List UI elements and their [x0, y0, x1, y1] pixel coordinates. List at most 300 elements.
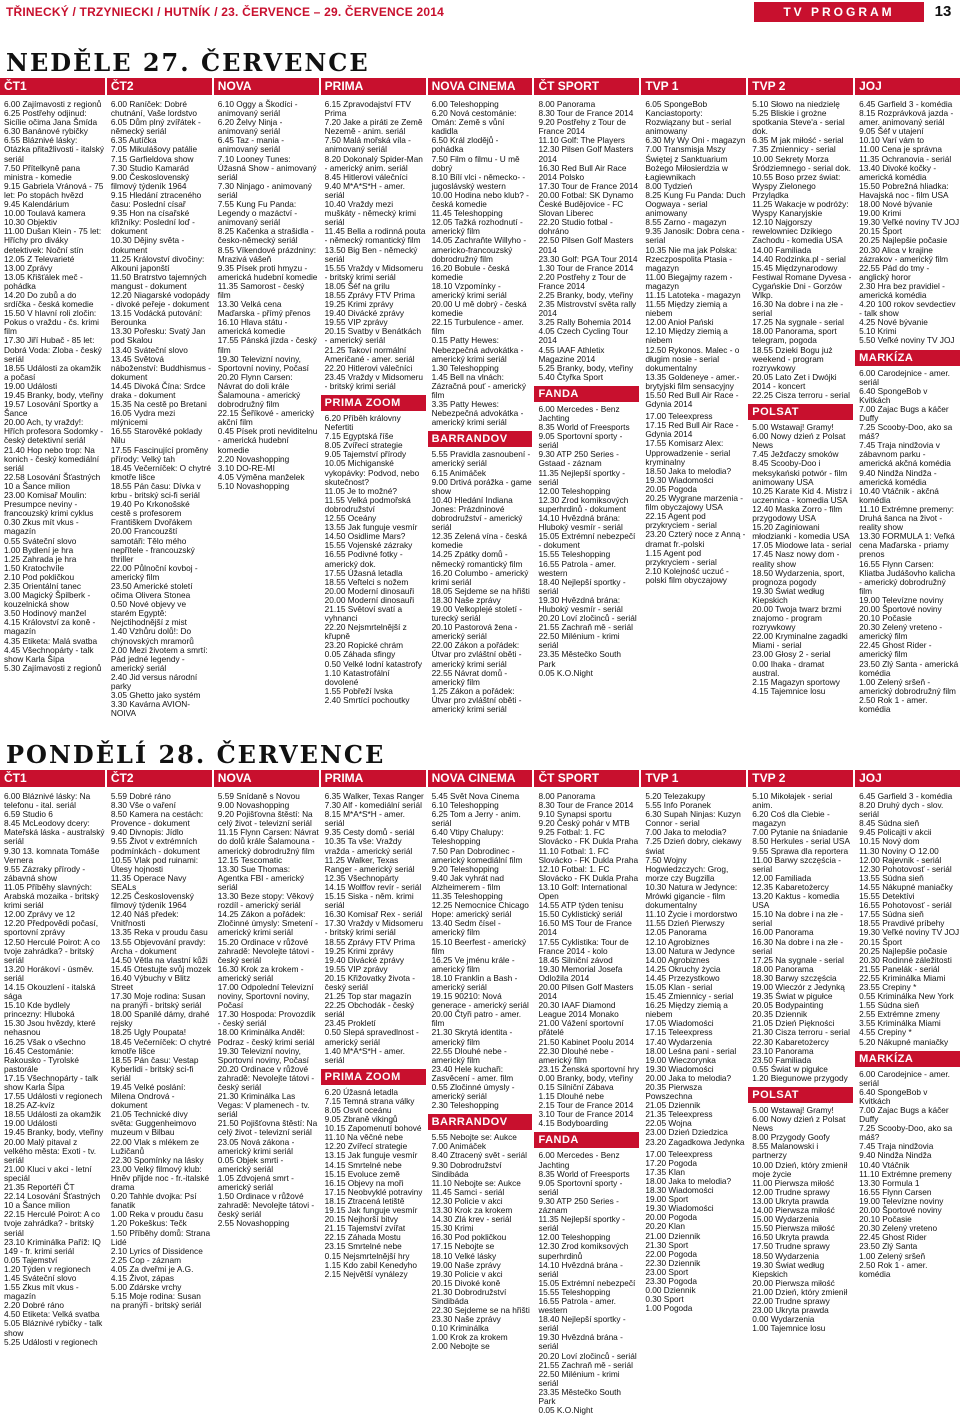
program-entry: 18.45 Večerníček: O chytré kmotře lišce — [110, 1036, 211, 1056]
program-entry: 8.25 Kačenka a strašidla - česko-německý seriál — [217, 226, 314, 246]
program-entry: 8.00 Tydzień — [645, 180, 693, 191]
program-entry: 23.10 Panorama — [752, 1045, 814, 1056]
program-entry: 1.00 Tajemnice losu — [752, 1323, 826, 1334]
program-entry: 20.10 Počasie — [859, 613, 912, 624]
program-entry: 10.00 Toulavá kamera — [4, 208, 86, 219]
channel-subheader: POLSAT — [748, 404, 853, 420]
program-entry: 8.45 Hitlerovi válečníci — [324, 171, 408, 182]
program-entry: 11.50 Bratrstvo tajemných mangust - dokument — [110, 271, 207, 291]
program-entry: 19.45 Velké poslání: Milena Ondrová - dokument — [110, 1082, 186, 1111]
program-entry: 11.25 Walker, Texas Ranger - americký seriál — [324, 854, 415, 874]
program-entry: 5.10 Novashopping — [217, 480, 290, 491]
program-entry: 12.40 Náš předek: Vnitřnosti — [110, 909, 179, 929]
program-entry: 8.35 World of Freesports — [538, 422, 630, 433]
program-entry: 22.30 Sejdeme se na hřišti — [431, 1305, 530, 1316]
program-entry: 17.30 Vraždy v Midsomeru - britský krimi seriál — [324, 918, 424, 938]
program-entry: 8.10 Bílí vlci - německo- -jugoslávský western — [431, 171, 526, 191]
program-entry: 20.15 Nejhorší bitvy — [324, 1214, 398, 1225]
program-entry: 8.30 Tour de France 2014 — [538, 108, 634, 119]
program-entry: 17.35 Klan — [645, 1166, 686, 1177]
program-entry: 21.30 Skrytá identita - americký film — [431, 1027, 513, 1047]
program-entry: 18.45 Večerníček: O chytré kmotře lišce — [110, 462, 211, 482]
program-entry: 3.05 Ghetto jako systém — [110, 690, 201, 701]
program-entry: 21.05 Dzień Piękności — [752, 1018, 835, 1029]
program-entry: 12.25 Československý filmový týdeník 1964 — [110, 891, 194, 911]
program-entry: 1.05 Zdvojená smrt - americký seriál — [217, 1172, 294, 1193]
program-entry: 19.15 90210: Nová generace - americký seriál — [431, 991, 529, 1011]
program-entry: 9.05 Sportovní sporty - seriál — [538, 431, 623, 451]
program-entry: 5.25 Branky, body, vteřiny — [538, 362, 634, 373]
program-entry: 12.05 Tažká rozhodnutí - americký film — [431, 217, 523, 237]
program-entry: 18.45 Silniční závod — [538, 954, 613, 965]
program-entry: 16.55 Flynn Carsen: Kliatba Judášovho kalicha - americký dobrodružný film — [859, 558, 956, 596]
program-entry: 23.30 Pogoda — [645, 1275, 698, 1286]
program-entry: 9.30 ATP 250 Series - záznam — [538, 1195, 619, 1216]
channel-column — [748, 100, 853, 708]
program-entry: 22.50 Milénium - krimi seriál — [538, 1368, 620, 1388]
program-entry: 19.45 Branky, body, vteřiny — [4, 390, 104, 400]
program-entry: 18.55 Dzieki Bogu już weekend - program rozrywkowy — [752, 344, 833, 373]
program-entry: 2.30 Hra bez pravidiel - americká komédia — [859, 280, 945, 300]
channel-header: JOJ — [855, 78, 960, 95]
program-entry: 8.00 Przygody Goofy — [752, 1132, 830, 1143]
program-entry: 12.30 Zrod komiksových superhrdinů — [538, 1241, 629, 1261]
program-entry: 12.10 Agrobiznes — [645, 936, 710, 947]
program-entry: 15.05 Extrémní nebezpečí - dokument — [538, 531, 636, 551]
program-entry: 20.30 IAAF Diamond League 2014 Monako — [538, 1000, 619, 1020]
program-entry: 12.30 Zrod komiksových superhrdinů - dokument — [538, 494, 629, 514]
program-entry: 10.40 Vraždy mezi muškáty - německý krimi seriál — [324, 199, 416, 228]
program-entry: 9.45 Policajti v akcii — [859, 827, 932, 838]
program-entry: 11.35 Nejlepší sportky - seriál — [538, 467, 625, 487]
program-entry: 6.00 Carodejnice - amer. seriál — [859, 367, 950, 387]
program-entry: 21.30 Kriminálka Las Vegas: V plamenech - tv. seriál — [217, 1091, 310, 1120]
program-entry: 2.40 Smrtící pochoutky — [324, 694, 410, 705]
program-entry: 7.30 Ninjago - animovaný seriál — [217, 180, 312, 200]
program-entry: 8.15 M*A*S*H - amer. seriál — [324, 809, 405, 829]
program-entry: 22.45 Ghost Rider - americký film — [859, 640, 932, 660]
program-entry: 4.25 Nové bývanie — [859, 317, 928, 328]
channel-subheader: BARRANDOV — [428, 431, 533, 447]
program-entry: 22.25 Obchodák - český seriál — [324, 1000, 415, 1020]
program-entry: 17.20 Pogoda — [645, 1157, 698, 1168]
program-entry: 6.55 Bláznivé lásky: Otázka přitažlivosti - italský seriál — [4, 135, 105, 164]
program-entry: 12.40 Maska Zorro - film przygodowy USA — [752, 503, 843, 524]
program-entry: 15.35 Na cestě po Bretani — [110, 399, 207, 410]
program-entry: 8.40 Ztracený svět - seriál — [431, 1150, 528, 1161]
program-entry: 18.50 Wydarzenia — [752, 1250, 820, 1261]
channel-header: ČT SPORT — [534, 770, 639, 787]
program-entry: 13.50 Big Ben - německý seriál — [324, 244, 418, 264]
program-entry: 17.00 Odpolední Televizní noviny, Sportovní noviny, Počasí — [217, 981, 314, 1011]
channel-column — [641, 100, 746, 708]
program-entry: 8.50 Herkules - serial USA — [752, 836, 850, 847]
program-entry: 6.00 Bláznivé lásky: Na telefonu - ital. seriál — [4, 791, 91, 811]
program-entry: 6.30 Banánové rybičky — [4, 126, 88, 137]
program-entry: 1.00 Zelený sršeň — [859, 1250, 926, 1261]
program-entry: 2.25 Branky, body, vteřiny — [538, 289, 634, 300]
program-entry: 17.15 Teleexpress — [645, 1027, 713, 1038]
program-entry: 20.00 Ach, ty vraždy!: Hřích profesora Sodomky - český detektivní seriál — [4, 417, 104, 446]
program-entry: 10.40 Vtáčnik - akčná komédia — [859, 485, 939, 505]
program-entry: 17.05 Miodowe lata - serial — [752, 540, 852, 551]
program-entry: 13.20 Kaktus - komedia USA — [752, 891, 840, 911]
program-entry: 15.45 Otestujte svůj mozek — [110, 963, 211, 974]
program-entry: 4.50 Etiketa: Velká svatba — [4, 1309, 100, 1320]
program-entry: 2.50 Rok 1 - amer. komédia — [859, 1259, 928, 1279]
program-entry: 6.00 Zajímavosti z regionů — [4, 99, 102, 109]
program-entry: 5.45 Svět Nova Cinema — [431, 791, 520, 801]
program-entry: 19.25 Krimi zprávy — [324, 299, 394, 310]
program-entry: 20.30 Zelený vreteno — [859, 1223, 938, 1234]
program-entry: 0.55 Świat w pigułce — [752, 1063, 828, 1074]
program-entry: 17.05 Wiadomości — [645, 1018, 714, 1029]
program-entry: 12.00 Rajevnik - seriál — [859, 854, 942, 865]
day-title: PONDĚLÍ 28. ČERVENCE — [6, 740, 386, 769]
program-entry: 6.20 Nová cestománie: Omán: Země s vůní kadidla — [431, 108, 517, 137]
program-entry: 8.45 McLeodovy dcery: Mateřská láska - australský seriál — [4, 818, 105, 847]
program-entry: 4.55 Crepiny * — [859, 1027, 912, 1038]
program-entry: 10.55 Vlak pod ruinami: Útesy hojnosti — [110, 854, 199, 874]
program-entry: 9.20 Český pohár v MTB — [538, 818, 630, 829]
program-entry: 19.00 Naše zprávy — [431, 1259, 501, 1270]
program-entry: 14.25 Zpátky domů - německý romantický film — [431, 549, 523, 569]
program-entry: 5.25 Bliskie i grożne spotkania Steve'a - serial dok. — [752, 108, 845, 137]
channel-column — [214, 792, 319, 1412]
program-entry: 14.50 Větla na vlastní kůži — [110, 954, 208, 965]
channel-column — [534, 100, 639, 708]
program-entry: 6.30 My Wy Oni - magazyn — [645, 135, 746, 146]
program-entry: 1.00 Bydlení je hra — [4, 544, 74, 555]
program-entry: 0.50 Velké lodní katastrofy — [324, 658, 422, 669]
program-entry: 0.50 Nové objevy ve starém Egyptě: Nejctihodnější z mist — [110, 599, 187, 628]
program-entry: 7.25 Scooby-Doo, ako sa máš? — [859, 1123, 953, 1143]
program-entry: 23.05 Nová zákona - americký krimi seriál — [217, 1136, 295, 1156]
program-entry: 20.30 Alica v krajine zázrakov - americký film — [859, 244, 949, 264]
program-entry: 12.00 Zprávy ve 12 — [4, 909, 76, 920]
program-entry: 0.00 Ihaka - dramat austral. — [752, 658, 825, 678]
program-entry: 11.15 Flynn Carsen: Návrat do dolů krále Šalamouna - americký dobrodružný film — [217, 827, 319, 856]
program-entry: 20.20 Flynn Carsen: Návrat do doli krále Šalamouna - americký dobrodružný film — [217, 371, 301, 410]
program-entry: 23.35 Městečko South Park — [538, 1386, 622, 1406]
program-entry: 21.00 Dzień, który zmienił — [752, 1286, 848, 1297]
program-entry: 11.10 Golf: The Players — [538, 135, 625, 146]
program-entry: 17.15 Red Bull Air Race - Gdynia 2014 — [645, 420, 739, 440]
program-entry: 7.25 Dzień dobry, ciekawy świat — [645, 836, 742, 856]
channel-subheader: MARKÍZA — [855, 350, 960, 366]
channel-column — [428, 99, 533, 714]
program-entry: 6.00 Mercedes - Benz Jachting — [538, 1150, 620, 1170]
program-entry: 23.20 Zagadkowa Jedynka — [645, 1136, 745, 1147]
program-entry: 20.25 Wygrane marzenia - film obyczajowy USA — [645, 493, 744, 513]
program-entry: 20.00 Športové noviny — [859, 1205, 942, 1216]
program-entry: 13.20 Horákoví - úsměv. seriál — [4, 963, 94, 983]
program-entry: 19.30 Wiadomości — [645, 1063, 714, 1074]
program-entry: 9.40 Nindža Nindža - americká komédia — [859, 467, 937, 487]
program-entry: 11.05 Je to možné? — [324, 485, 397, 496]
program-entry: 22.15 Šeříkové - americký akční film — [217, 408, 315, 428]
program-entry: 7.50 Pan Dobrodinec - americký komediální film — [431, 845, 523, 865]
channel-header: ČT SPORT — [534, 78, 639, 95]
program-entry: 23.15 Ženská sportovní hry — [538, 1063, 639, 1074]
program-entry: 14.40 Rodzinka.pl - serial — [752, 253, 846, 264]
program-entry: 11.35 Nejlepší sportky - seriál — [538, 1214, 625, 1234]
program-entry: 19.40 Divácké zprávy — [324, 954, 404, 965]
program-entry: 0.05 Tajemství — [4, 1254, 58, 1265]
program-entry: 2.55 Extrémne zmeny — [859, 1009, 940, 1020]
program-entry: 12.50 Herculé Poirot: A co tvoje zahrádka? - britský seriál — [4, 936, 100, 965]
program-entry: 19.30 Policie v akci — [431, 1268, 503, 1279]
channel-subheader: PRIMA ZOOM — [321, 395, 426, 411]
channel-header: ČT1 — [0, 770, 105, 787]
program-entry: 20.00 Jaka to melodia? — [645, 1072, 732, 1083]
program-entry: 23.00 Velký filmový klub: Hněv přijde noc - fr.-italské drama — [110, 1163, 210, 1193]
program-entry: 18.00 Jaka to melodia? — [645, 1175, 732, 1186]
program-entry: 13.30 Pořesku: Svatý Jan pod Skalou — [110, 326, 206, 346]
program-entry: 9.25 Fotbal: 1. FC Slovácko - FK Dukla Praha — [538, 827, 639, 847]
program-entry: 13.15 Jak funguje vesmír — [324, 1150, 418, 1161]
program-entry: 21.55 Zachraň mě - seriál — [538, 1359, 633, 1370]
program-entry: 13.40 Sváteční slovo — [110, 344, 188, 355]
program-entry: 1.00 Pogoda — [645, 1303, 693, 1314]
program-entry: 14.45 Przezystkowo — [645, 972, 720, 983]
program-entry: 12.00 Teleshopping — [538, 485, 611, 496]
program-entry: 22.30 Spomínky na lásky — [110, 1154, 204, 1165]
program-entry: 18.55 Zprávy FTV Prima — [324, 936, 416, 947]
program-entry: 16.25 Między ziemią a niebem — [645, 1000, 728, 1020]
program-entry: 21.40 Hop nebo trop: Na konich - český komediální seriál — [4, 444, 99, 473]
program-entry: 8.00 Panorama — [538, 99, 596, 109]
program-entry: 5.00 Zdárske vrchy — [110, 1282, 182, 1293]
program-entry: 19.00 Televízne noviny — [859, 594, 944, 605]
program-entry: 19.00 Televízne noviny — [859, 1195, 944, 1206]
program-entry: 23.10 Kriminálka Paříž: IQ 149 - fr. krimi seriál — [4, 1236, 101, 1256]
program-entry: 22.55 Pád do tmy - anglický horor — [859, 262, 930, 282]
program-entry: 9.20 Postřehy z Tour de France 2014 — [538, 117, 626, 137]
program-entry: 17.15 Nebojte se — [431, 1241, 495, 1252]
program-entry: 23.15 Smrtelné nebe — [324, 1241, 402, 1252]
channel-band — [0, 770, 960, 787]
program-entry: 22.25 Cisza terroru - serial — [752, 390, 850, 400]
program-entry: 19.00 Sport — [645, 1194, 689, 1205]
program-entry: 18.40 Nejlepší sportky - seriál — [538, 1314, 626, 1334]
program-entry: 9.45 Kalendárium — [4, 199, 70, 210]
program-entry: 12.00 Anioł Pański — [645, 317, 714, 328]
program-entry: 1.40 M*A*S*H - amer. seriál — [324, 1045, 405, 1065]
program-entry: 17.00 Teleexpress — [645, 1148, 713, 1159]
program-entry: 4.45 Všechnopárty - talk show Karla Šípa — [4, 644, 94, 664]
channel-header: PRIMA — [321, 770, 426, 787]
program-entry: 22.05 Wojna — [645, 1118, 692, 1129]
program-entry: 6.15 Animáček — [431, 467, 486, 478]
program-entry: 1.30 Tour de France 2014 — [538, 262, 634, 273]
program-entry: 9.05 Zbraně vikingů — [324, 1114, 398, 1125]
program-entry: 6.25 Tom a Jerry - anim. seriál — [431, 809, 521, 829]
program-entry: 16.20 Columbo - americký krimi seriál — [431, 567, 529, 587]
channel-header: ČT2 — [107, 78, 212, 95]
program-entry: 23.20 Ropické chrám — [324, 640, 404, 651]
program-entry: 15.05 Klan - serial — [645, 981, 713, 992]
program-entry: 15.55 Teleshopping — [538, 1286, 611, 1297]
program-entry: 6.00 Nowy dzień z Polsat News — [752, 431, 846, 451]
program-entry: 8.35 World of Freesports — [538, 1168, 630, 1179]
program-entry: 10.25 Karate Kid 4. Mistrz i uczennica - komedia USA — [752, 485, 852, 505]
program-entry: 11.00 Barwy szczęścia - serial — [752, 854, 842, 874]
program-entry: 19.40 Po Krkonošské cestě s profesorem Františkem Dvořákem — [110, 499, 193, 528]
program-entry: 11.55 Velká podmořská dobrodružství — [324, 494, 411, 514]
program-entry: 20.00 Twoja twarz brzmi znajomo - program rozrywkowy — [752, 603, 842, 633]
channel-column — [321, 100, 426, 708]
program-entry: 2.00 Nebojte se — [431, 1341, 490, 1352]
program-entry: 23.50 Zlý Santa - americká komédia — [859, 658, 959, 678]
program-entry: 20.15 Svatby v Benátkách - americký seriál — [324, 326, 422, 346]
channel-header: JOJ — [855, 770, 960, 787]
program-entry: 11.00 Dušan Klein - 75 let: Hříchy pro diváky detektivek: Noční stín — [4, 226, 102, 255]
program-entry: 6.00 Mercedes - Benz Jachting — [538, 403, 620, 423]
program-entry: 8.30 Vše o vaření — [110, 800, 176, 811]
program-entry: 15.00 Wydarzenia — [752, 1214, 820, 1225]
program-entry: 23.45 Prokletí — [324, 1018, 376, 1029]
channel-column — [0, 100, 105, 708]
program-entry: 13.15 Vodácká putování: Berounka — [110, 308, 203, 328]
program-entry: 16.30 Pod pokličkou — [431, 1232, 507, 1243]
program-entry: 22.20 Nejsmrtelnější z křupně — [324, 622, 407, 642]
program-entry: 17.30 Tour de France 2014 — [538, 180, 638, 191]
program-entry: 11.10 Nebojte se: Aukce — [431, 1177, 521, 1188]
program-entry: 18.55 Pravdivé príbehy — [859, 918, 945, 929]
program-entry: 0.30 Sport — [645, 1294, 684, 1305]
program-entry: 0.45 Písek proti neviditelnu - americká hudební komedie — [217, 426, 318, 455]
program-entry: 10.30 Objektiv — [4, 217, 58, 228]
program-entry: 6.35 M jak miłość - serial — [752, 135, 844, 146]
program-entry: 15.50 Pierwsza miłość — [752, 1223, 835, 1234]
program-entry: 12.30 Pohotovosť - seriál — [859, 863, 952, 874]
program-entry: 14.55 ATP týden tenisu — [538, 900, 624, 911]
program-entry: 16.25 Však o všechno — [4, 1036, 86, 1047]
program-entry: 16.30 Komisař Rex - seriál — [324, 909, 423, 920]
program-entry: 15.45 Międzynarodowy Festiwal Romane Dyvesa - Cygańskie Dni - Gorzów Wlkp. — [752, 262, 852, 300]
program-entry: 8.00 Panorama — [538, 791, 596, 801]
channel-band — [0, 78, 960, 95]
program-entry: 23.00 Komisař Moulin: Presumpce neviny - francouzský krimi cyklus — [4, 490, 94, 519]
program-entry: 17.30 Jiří Hubač - 85 let: Dobrá Voda: Zloba - český seriál — [4, 335, 102, 364]
program-entry: 14.15 Okouzlení - italská sága — [4, 981, 96, 1002]
channel-column — [534, 791, 639, 1415]
channel-header: ČT2 — [107, 770, 212, 787]
program-entry: 7.15 Garfieldova show — [110, 153, 194, 164]
program-entry: 22.00 Pogoda — [645, 1248, 698, 1259]
program-entry: 10.40 Vtáčnik — [859, 1159, 910, 1170]
program-entry: 11.05 Příběhy slavných: Arabská mozaika - britský krimi seriál — [4, 881, 99, 911]
program-entry: 4.05 Za dveřmi je A.G. — [110, 1263, 194, 1274]
program-entry: 18.25 AZ-kvíz — [4, 1100, 55, 1111]
program-entry: 5.10 Słowo na niedzielę — [752, 99, 840, 109]
program-entry: 16.30 Krok za krokem - americký seriál — [217, 963, 304, 983]
channel-column — [214, 100, 319, 708]
program-entry: 21.55 Zachraň mě - seriál — [538, 622, 633, 633]
program-entry: 11.45 Samci - seriál — [431, 1186, 505, 1197]
program-entry: 20.15 Divoké koně — [431, 1277, 501, 1288]
program-entry: 22.20 Studio fotbal - dohráno — [538, 217, 613, 237]
program-entry: 17.45 Nasz nowy dom - reality show — [752, 549, 840, 569]
program-entry: 1.20 Pokeškus: Tečk — [110, 1218, 187, 1229]
program-entry: 10.30 Natura w Jedynce: Mrówki gigancie - film dokumentalny — [645, 881, 738, 911]
program-entry: 14.45 Divoká Čína: Srdce draka - dokument — [110, 380, 206, 400]
program-entry: 18.30 Naše zprávy — [431, 594, 501, 605]
program-entry: 16.55 Starověké poklady Nilu — [110, 426, 203, 446]
program-entry: 21.30 Sport — [645, 1239, 689, 1250]
program-entry: 0.15 Nejsmrtelnější hry — [324, 1250, 410, 1261]
program-entry: 18.05 Sejdeme se na hřišti — [431, 585, 530, 596]
program-entry: 16.15 Objevy na moři — [324, 1177, 404, 1188]
channel-column — [855, 99, 960, 714]
program-entry: 8.45 Súdna sieň — [859, 818, 920, 829]
program-entry: 7.30 Studio Kamarád — [110, 162, 189, 173]
program-entry: 9.40 Divnopis: Jídlo — [110, 827, 184, 838]
program-entry: 17.40 Wydarzenia — [645, 1036, 713, 1047]
program-entry: 0.15 Silniční Zábava — [538, 1082, 614, 1092]
program-entry: 5.00 Wstawaj! Gramy! — [752, 1105, 834, 1115]
program-entry: 22.30 Kabaretożercy — [752, 1036, 829, 1047]
program-entry: 16.05 Vydra mezi mlýnicemi — [110, 408, 176, 428]
program-entry: 1.50 Kratochvíle — [4, 562, 64, 573]
program-entry: 7.50 Film o filmu - U mě dobrý — [431, 153, 520, 173]
program-entry: 2.20 Dobré ráno — [4, 1300, 64, 1311]
program-entry: 16.20 Bobule - česká komedie — [431, 262, 510, 282]
program-entry: 23.40 Hele kuchaři: Zasvěcení - amer. film — [431, 1063, 514, 1083]
program-entry: 14.00 Pierwsza miłość — [752, 1205, 835, 1216]
program-entry: 22.00 Vlak s mlékem ze Lužičanů — [110, 1136, 199, 1156]
program-entry: 9.05 Šéf v utajení — [859, 126, 924, 137]
program-entry: 2.15 Tour de France 2014 — [538, 1100, 634, 1111]
program-entry: 9.20 Pojišťovna štěstí: Na celý život - televizní seriál — [217, 809, 313, 829]
program-entry: 22.15 Herculé Poirot: A co tvoje zahrádka? - britský seriál — [4, 1209, 100, 1238]
program-entry: 7.15 Egyptská říše — [324, 431, 394, 442]
program-entry: 4.55 IAAF Athletix Magazine 2014 — [538, 344, 605, 364]
program-entry: 1.45 Sváteční slovo — [4, 1272, 77, 1283]
program-entry: 22.20 Hitlerovi válečníci — [324, 362, 413, 373]
program-entry: 5.10 Mikołajek - serial anim. — [752, 791, 833, 811]
program-entry: 15.30 Jsou hvězdy, které nehasnou — [4, 1018, 96, 1038]
program-entry: 20.20 Ordinace v růžové zahradě: Nevolejte tátovi - český seriál — [217, 1063, 315, 1092]
program-entry: 18.10 Vzpomínky - americký krimi seriál — [431, 280, 507, 300]
program-entry: 8.20 Druhý dych - slov. seriál — [859, 800, 944, 820]
program-entry: 5.40 Čtyřka Sport — [538, 371, 604, 382]
program-entry: 17.55 Úžasná letadla — [324, 567, 403, 578]
program-entry: 0.05 K.O.Night — [538, 667, 593, 678]
program-entry: 1.15 Kdo zabil Kenedyho — [324, 1259, 417, 1270]
program-entry: 4.35 Etiketa: Malá svatba — [4, 635, 98, 646]
page-number: 13 — [934, 3, 952, 20]
program-entry: 20.15 Šport — [859, 936, 903, 947]
program-entry: 8.20 Dokonalý Spider-Man - americký anim. seriál — [324, 153, 423, 173]
program-entry: 9.40 Nindža Nindža — [859, 1150, 932, 1161]
program-entry: 3.35 Patty Hewes: Nebezpečná advokátka - americký krimi seriál — [431, 399, 524, 428]
program-entry: 10.05 Michiganské vykopávky: Podvod, nebo skutečnost? — [324, 458, 420, 487]
program-entry: 17.15 Všechnopárty - talk show Karla Šípa — [4, 1072, 99, 1092]
program-entry: 23.00 Dzień Dziedzica — [645, 1127, 728, 1138]
program-entry: 1.50 Ordinace v růžové zahradě: Nevolejte tátovi - český seriál — [217, 1191, 315, 1220]
program-entry: 3.10 DO-RE-MI — [217, 462, 275, 473]
program-entry: 10.00 Sekrety Morza Śródziemnego - serial dok. — [752, 153, 851, 173]
program-entry: 19.30 Veľké noviny TV JOJ — [859, 927, 960, 938]
program-entry: 5.10 Krimi — [859, 326, 897, 337]
channel-header: ČT1 — [0, 78, 105, 95]
program-entry: 16.55 Patrola - amer. western — [538, 558, 616, 578]
program-entry: 13.30 Velká cena Maďarska - přímý přenos — [217, 299, 311, 319]
program-entry: 12.30 Policie v akci — [431, 1195, 503, 1206]
program-entry: 16.55 Pohotovosť - seriál — [859, 900, 952, 911]
